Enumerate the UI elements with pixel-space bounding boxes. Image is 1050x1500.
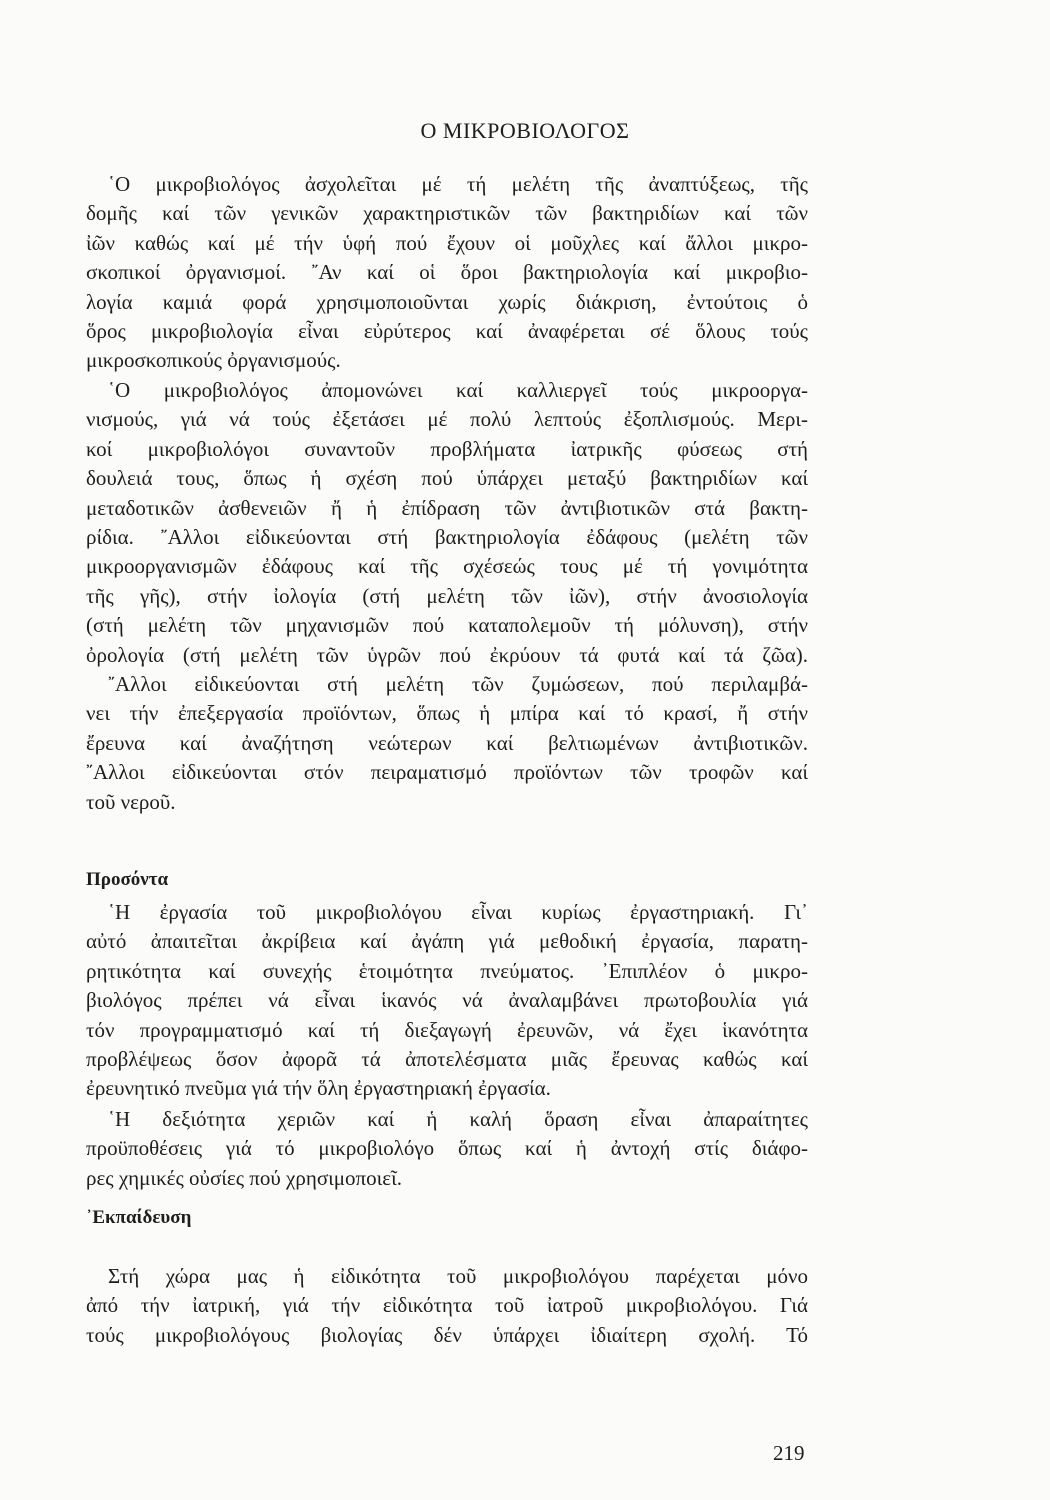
text-line: ἰῶν καθώς καί μέ τήν ὑφή πού ἔχουν οἱ μοῦχλες καί ἄλλοι μικρο- [86,230,808,255]
chapter-title: Ο ΜΙΚΡΟΒΙΟΛΟΓΟΣ [420,118,630,143]
text-line: (στή μελέτη τῶν μηχανισμῶν πού καταπολεμοῦν τή μόλυνση), στήν [86,613,808,638]
text-line: δουλειά τους, ὅπως ἡ σχέση πού ὑπάρχει μεταξύ βακτηριδίων καί [86,466,808,491]
text-line: ὀρολογία (στή μελέτη τῶν ὑγρῶν πού ἐκρύουν τά φυτά καί τά ζῶα). [86,642,808,667]
text-line: μικροσκοπικούς ὀργανισμούς. [86,348,341,373]
text-line: τόν προγραμματισμό καί τή διεξαγωγή ἐρευνῶν, νά ἔχει ἱκανότητα [86,1017,808,1042]
paragraph-education [86,1262,808,1350]
text-line: ἐρευνητικό πνεῦμα γιά τήν ὅλη ἐργαστηριακή ἐργασία. [86,1076,551,1101]
text-line: νισμούς, γιά νά τούς ἐξετάσει μέ πολύ λεπτούς ἐξοπλισμούς. Μερι- [86,407,808,432]
text-line: ῾Ο μικροβιολόγος ἀπομονώνει καί καλλιεργεῖ τούς μικροοργα- [108,378,808,402]
text-line: τούς μικροβιολόγους βιολογίας δέν ὑπάρχει ἰδιαίτερη σχολή. Τό [86,1322,808,1347]
text-line: ρητικότητα καί συνεχής ἑτοιμότητα πνεύματος. ᾿Επιπλέον ὁ μικρο- [86,958,808,983]
text-line: νει τήν ἐπεξεργασία προϊόντων, ὅπως ἡ μπίρα καί τό κρασί, ἤ στήν [86,701,808,726]
section-heading-qualifications: Προσόντα [86,869,169,890]
text-line: ρες χημικές οὐσίες πού χρησιμοποιεῖ. [86,1165,403,1190]
text-line: λογία καμιά φορά χρησιμοποιοῦνται χωρίς διάκριση, ἐντούτοις ὁ [86,289,808,314]
page-number: 219 [773,1441,805,1465]
text-line: ῾Η δεξιότητα χεριῶν καί ἡ καλή ὅραση εἶναι ἀπαραίτητες [108,1107,808,1131]
text-line: μεταδοτικῶν ἀσθενειῶν ἤ ἡ ἐπίδραση τῶν ἀντιβιοτικῶν στά βακτη- [86,495,808,520]
text-line: ῎Αλλοι εἰδικεύονται στή μελέτη τῶν ζυμώσεων, πού περιλαμβά- [108,672,808,696]
text-line: ὅρος μικροβιολογία εἶναι εὐρύτερος καί ἀναφέρεται σέ ὅλους τούς [86,318,808,343]
text-line: Στή χώρα μας ἡ εἰδικότητα τοῦ μικροβιολόγου παρέχεται μόνο [108,1264,808,1288]
text-line: δομῆς καί τῶν γενικῶν χαρακτηριστικῶν τῶν βακτηριδίων καί τῶν [86,201,808,226]
text-line: βιολόγος πρέπει νά εἶναι ἱκανός νά ἀναλαμβάνει πρωτοβουλία γιά [86,988,808,1013]
text-line: ῾Η ἐργασία τοῦ μικροβιολόγου εἶναι κυρίως ἐργαστηριακή. Γι᾿ [108,900,808,924]
text-line: σκοπικοί ὀργανισμοί. ῎Αν καί οἱ ὅροι βακτηριολογία καί μικροβιο- [86,260,808,285]
text-line: ἀπό τήν ἰατρική, γιά τήν εἰδικότητα τοῦ ἰατροῦ μικροβιολόγου. Γιά [86,1293,808,1318]
paragraph-specializations [86,376,808,670]
text-line: κοί μικροβιολόγοι συναντοῦν προβλήματα ἰατρικῆς φύσεως στή [86,436,808,461]
text-line: προβλέψεως ὅσον ἀφορᾶ τά ἀποτελέσματα μιᾶς ἔρευνας καθώς καί [86,1046,808,1071]
text-line: ρίδια. ῎Αλλοι εἰδικεύονται στή βακτηριολογία ἐδάφους (μελέτη τῶν [86,524,808,549]
text-line: ῎Αλλοι εἰδικεύονται στόν πειραματισμό προϊόντων τῶν τροφῶν καί [86,760,808,785]
paragraph-skills [86,1105,808,1193]
text-line: τῆς γῆς), στήν ἰολογία (στή μελέτη τῶν ἰῶν), στήν ἀνοσιολογία [86,583,808,608]
text-line: τοῦ νεροῦ. [86,789,176,814]
text-line: μικροοργανισμῶν ἐδάφους καί τῆς σχέσεώς τους μέ τή γονιμότητα [86,554,808,579]
text-line: ῾Ο μικροβιολόγος ἀσχολεῖται μέ τή μελέτη τῆς ἀναπτύξεως, τῆς [108,172,808,196]
text-line: ἔρευνα καί ἀναζήτηση νεώτερων καί βελτιωμένων ἀντιβιοτικῶν. [86,730,808,755]
text-line: αὐτό ἀπαιτεῖται ἀκρίβεια καί ἀγάπη γιά μεθοδική ἐργασία, παρατη- [86,929,808,954]
paragraph-qualifications [86,898,808,1104]
text-line: προϋποθέσεις γιά τό μικροβιολόγο ὅπως καί ἡ ἀντοχή στίς διάφο- [86,1136,808,1161]
section-heading-education: ᾿Εκπαίδευση [86,1207,192,1228]
paragraph-intro [86,170,808,376]
paragraph-other-specializations [86,670,808,817]
